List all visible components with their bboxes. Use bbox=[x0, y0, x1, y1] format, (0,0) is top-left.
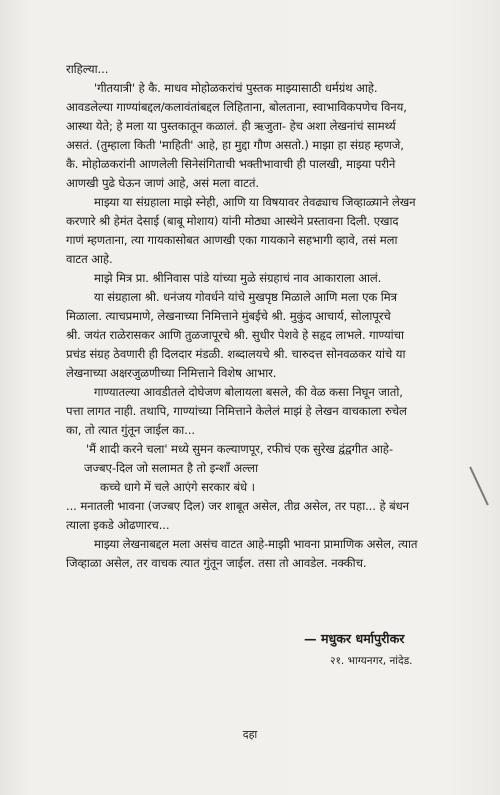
text-line: जिव्हाळा असेल, तर वाचक त्यात गुंतून जाईल. तसा तो आवडेल. नक्कीच. bbox=[66, 556, 367, 570]
text-line: करणारे श्री हेमंत देसाई (बाबू मोशाय) यांनी मोठ्या आस्थेने प्रस्तावना दिली. एखाद bbox=[66, 214, 399, 228]
text-line: त्याला इकडे ओढणारच... bbox=[66, 518, 170, 532]
text-line: प्रचंड संग्रह ठेवणारी ही दिलदार मंडळी. शब्दालयचे श्री. चारुदत्त सोनवळकर यांचे या bbox=[66, 347, 406, 361]
text-line: माझ्या लेखनाबद्दल मला असंच वाटत आहे-माझी भावना प्रामाणिक असेल, त्यात bbox=[94, 537, 418, 551]
text-line: मिळाला. त्याचप्रमाणे, लेखनाच्या निमित्ताने मुंबईचे श्री. मुकुंद आचार्य, सोलापूरचे bbox=[66, 309, 391, 323]
text-line: वाटत आहे. bbox=[66, 252, 113, 266]
text-line: राहिल्या... bbox=[66, 62, 109, 76]
text-line: 'गीतयात्री' हे कै. माधव मोहोळकरांचं पुस्तक माझ्यासाठी धर्मग्रंथ आहे. bbox=[94, 81, 378, 95]
text-line: असतं. (तुम्हाला किती 'माहिती' आहे, हा मुद्दा गौण असतो.) माझा हा संग्रह म्हणजे, bbox=[66, 138, 404, 152]
text-line: गाणं म्हणताना, त्या गायकासोबत आणखी एका गायकाने सहभागी व्हावे, तसं मला bbox=[66, 233, 398, 247]
text-line: लेखनाच्या अक्षरजुळणीच्या निमित्ताने विशेष आभार. bbox=[66, 366, 277, 380]
text-line: माझे मित्र प्रा. श्रीनिवास पांडे यांच्या मुळे संग्रहाचं नाव आकाराला आलं. bbox=[94, 271, 382, 285]
text-line: या संग्रहाला श्री. धनंजय गोवर्धने यांचे मुखपृष्ठ मिळाले आणि मला एक मित्र bbox=[94, 290, 397, 304]
text-line: श्री. जयंत राळेरासकर आणि तुळजापूरचे श्री. सुधीर पेशवे हे सहृद लाभले. गाण्यांचा bbox=[66, 328, 404, 342]
page-edge-mark bbox=[469, 467, 489, 506]
quote-intro-line: 'मैं शादी करने चला' मध्ये सुमन कल्याणपूर, रफीचं एक सुरेख द्वंद्वगीत आहे- bbox=[86, 442, 393, 456]
body-text bbox=[66, 60, 466, 573]
text-line: गाण्यातल्या आवडीतले दोघेजण बोलायला बसले, की वेळ कसा निघून जातो, bbox=[94, 385, 403, 399]
text-line: का, तो त्यात गुंतून जाईल का... bbox=[66, 423, 195, 437]
author-signature: — मधुकर धर्मापुरीकर bbox=[304, 631, 405, 646]
author-address: २१. भाग्यनगर, नांदेड. bbox=[330, 655, 413, 667]
text-line: पत्ता लागत नाही. तथापि, गाण्यांच्या निमित्ताने केलेलं माझं हे लेखन वाचकाला रुचेल bbox=[66, 404, 407, 418]
page-number: दहा bbox=[242, 728, 258, 741]
text-line: आवडलेल्या गाण्यांबद्दल/कलावंतांबद्दल लिहिताना, बोलताना, स्वाभाविकपणेच विनय, bbox=[66, 100, 407, 114]
text-line: आस्था येते; हे मला या पुस्तकातून कळालं. ही ऋजुता- हेच अशा लेखनांचं सामर्थ्य bbox=[66, 119, 396, 133]
text-line: कै. मोहोळकरांनी आणलेली सिनेसंगिताची भक्तीभावाची ही पालखी, माझ्या परीने bbox=[66, 157, 396, 171]
text-line: आणखी पुढे घेऊन जाणं आहे, असं मला वाटतं. bbox=[66, 176, 259, 190]
text-line: ... मनातली भावना (जज्बए दिल) जर शाबूत असेल, तीव्र असेल, तर पहा... हे बंधन bbox=[66, 499, 409, 513]
text-line: माझ्या या संग्रहाला माझे स्नेही, आणि या विषयावर तेवढ्याच जिव्हाळ्याने लेखन bbox=[94, 195, 416, 209]
quote-line: कच्चे धागे में चले आएंगे सरकार बंधे । bbox=[100, 480, 255, 494]
quote-line: जज्बए-दिल जो सलामत है तो इन्शॉं अल्ला bbox=[84, 461, 259, 475]
